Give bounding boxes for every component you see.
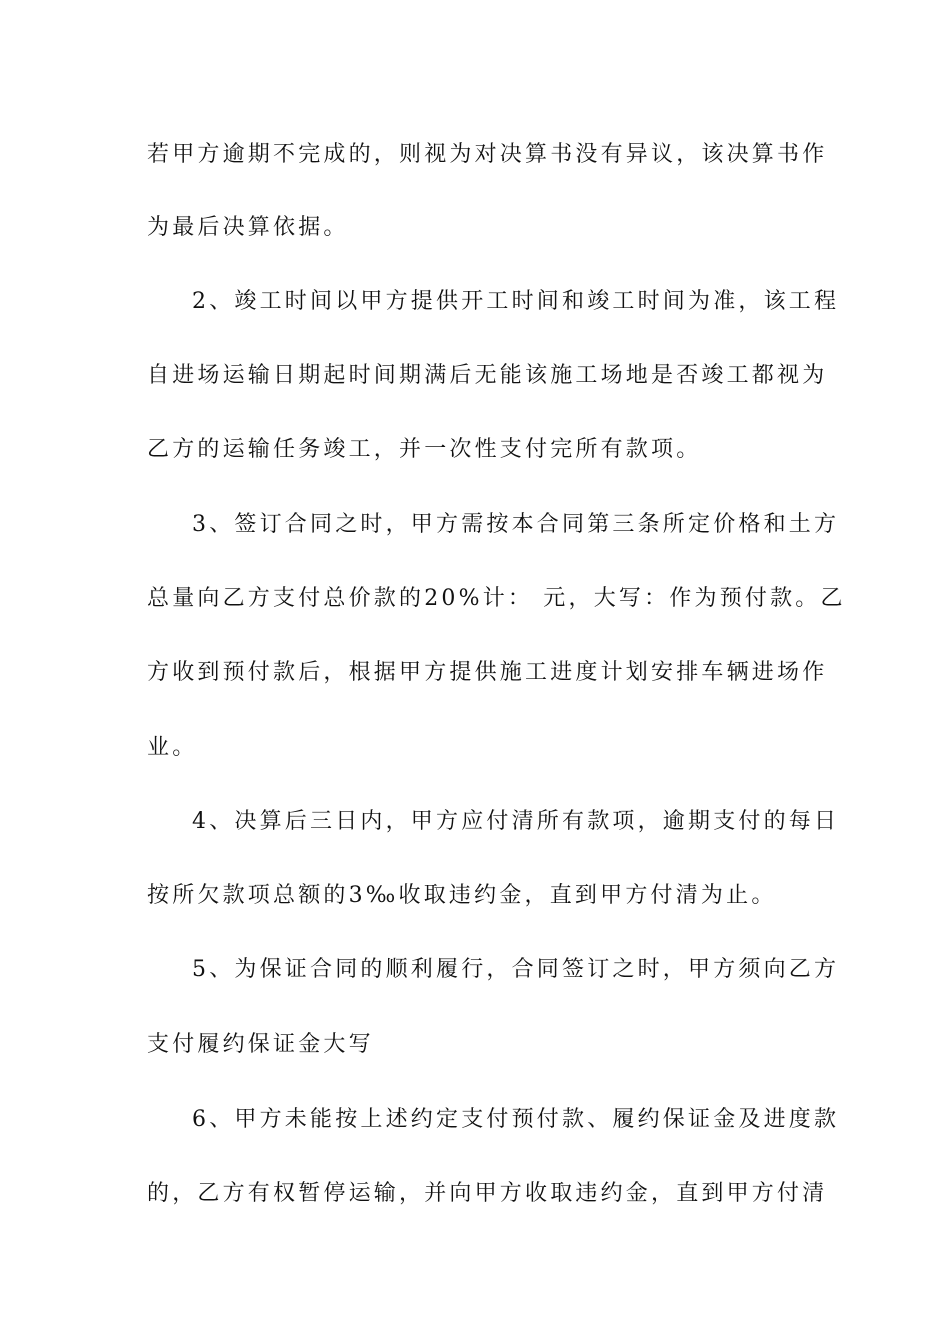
paragraph-3-line-3: 方收到预付款后，根据甲方提供施工进度计划安排车辆进场作 xyxy=(147,660,828,685)
paragraph-1-line-2: 为最后决算依据。 xyxy=(147,215,349,240)
paragraph-5-line-1: 5、为保证合同的顺利履行，合同签订之时，甲方须向乙方 xyxy=(192,957,840,982)
paragraph-2-line-1: 2、竣工时间以甲方提供开工时间和竣工时间为准，该工程 xyxy=(192,289,840,314)
paragraph-6-line-2: 的，乙方有权暂停运输，并向甲方收取违约金，直到甲方付清 xyxy=(147,1181,828,1206)
paragraph-3-line-2: 总量向乙方支付总价款的20%计： 元，大写：作为预付款。乙 xyxy=(147,586,846,611)
paragraph-2-line-3: 乙方的运输任务竣工，并一次性支付完所有款项。 xyxy=(147,437,702,462)
paragraph-3-line-1: 3、签订合同之时，甲方需按本合同第三条所定价格和土方 xyxy=(192,512,840,537)
paragraph-4-line-1: 4、决算后三日内，甲方应付清所有款项，逾期支付的每日 xyxy=(192,809,840,834)
paragraph-2-line-2: 自进场运输日期起时间期满后无能该施工场地是否竣工都视为 xyxy=(147,363,828,388)
paragraph-4-line-2: 按所欠款项总额的3‰收取违约金，直到甲方付清为止。 xyxy=(147,883,777,908)
paragraph-1-line-1: 若甲方逾期不完成的，则视为对决算书没有异议，该决算书作 xyxy=(147,142,828,167)
paragraph-5-line-2: 支付履约保证金大写 xyxy=(147,1032,374,1057)
paragraph-6-line-1: 6、甲方未能按上述约定支付预付款、履约保证金及进度款 xyxy=(192,1107,840,1132)
paragraph-3-line-4: 业。 xyxy=(147,735,198,760)
